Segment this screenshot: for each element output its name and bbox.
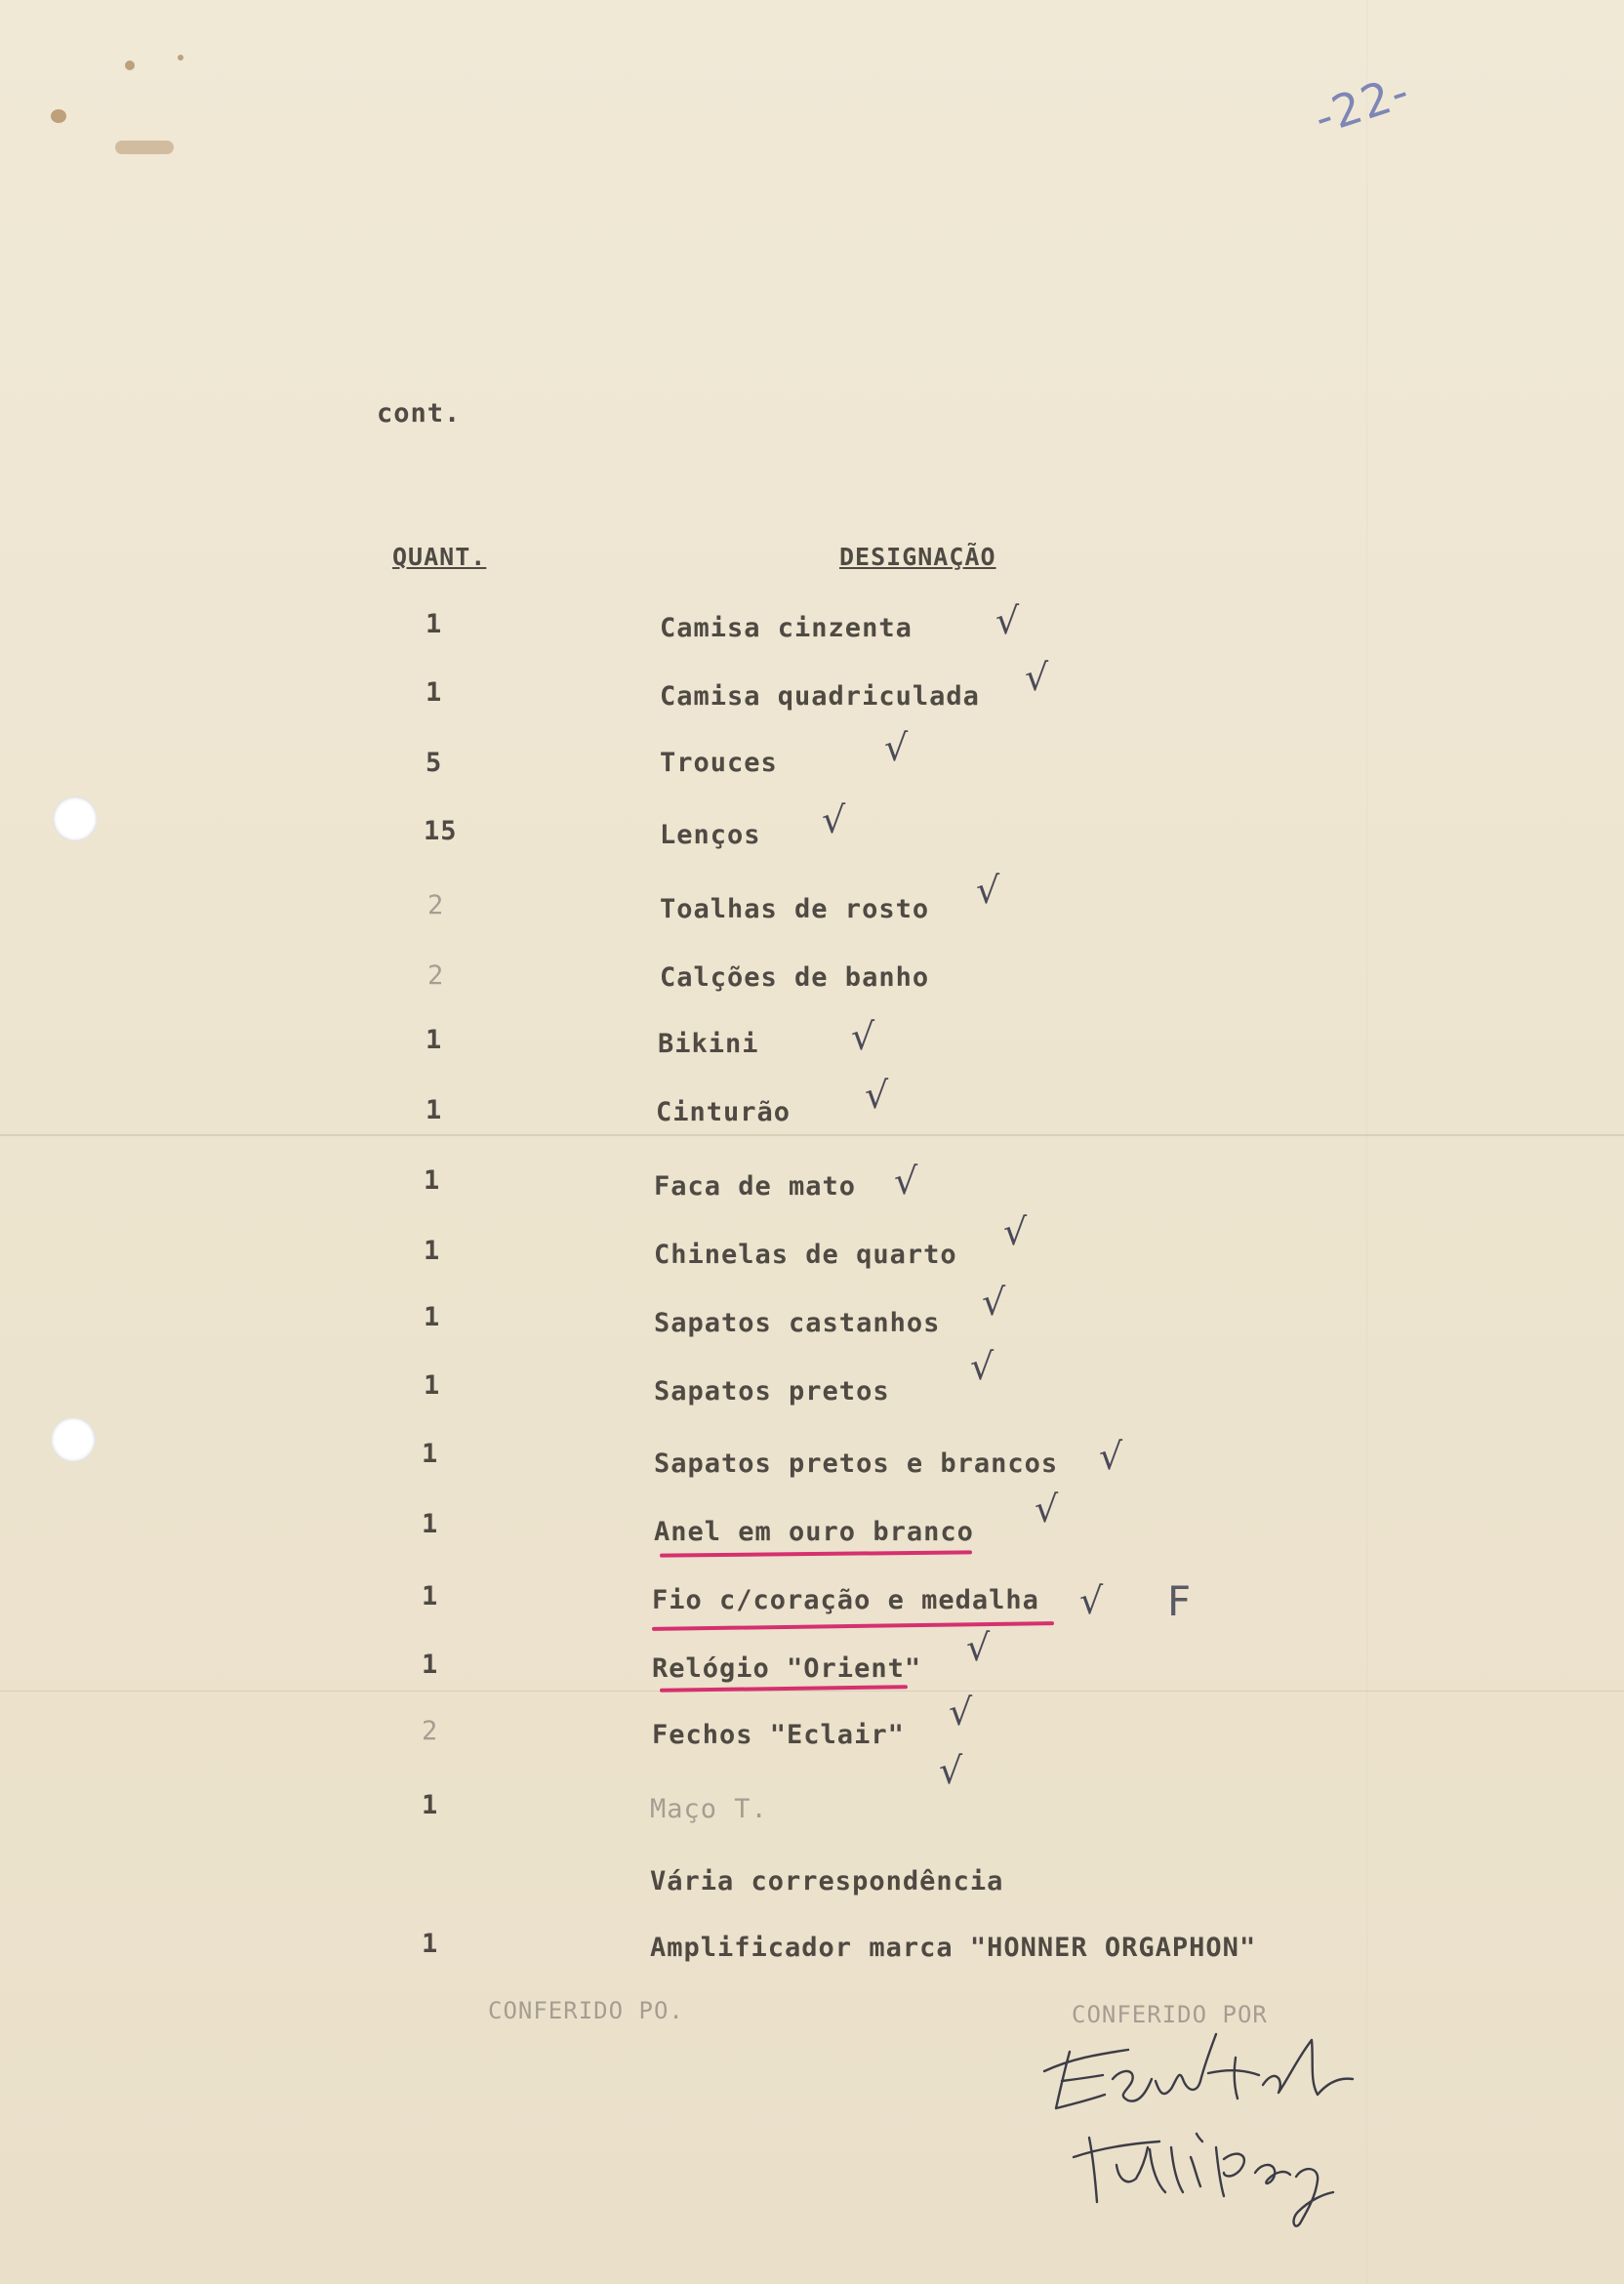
item-quantity: 1	[426, 1025, 443, 1055]
check-mark: √	[966, 1626, 991, 1669]
item-description: Relógio "Orient"	[652, 1653, 922, 1684]
item-quantity: 1	[424, 1236, 441, 1266]
item-description: Fio c/coração e medalha	[652, 1585, 1039, 1615]
check-mark: √	[851, 1015, 875, 1058]
check-mark: √	[1025, 656, 1049, 699]
item-description: Amplificador marca "HONNER ORGAPHON"	[650, 1933, 1257, 1963]
check-mark: √	[822, 798, 846, 841]
punch-hole	[51, 1417, 96, 1462]
check-mark: √	[1035, 1488, 1059, 1530]
item-description: Camisa quadriculada	[660, 681, 980, 712]
item-quantity: 1	[422, 1439, 439, 1469]
item-description: Lenços	[660, 820, 761, 850]
item-quantity: 1	[426, 677, 443, 708]
item-quantity: 1	[424, 1302, 441, 1332]
item-description: Maço T.	[650, 1794, 768, 1824]
item-quantity: 2	[427, 890, 445, 920]
item-description: Sapatos pretos e brancos	[654, 1448, 1059, 1479]
designation-header: DESIGNAÇÃO	[839, 543, 996, 571]
item-quantity: 1	[422, 1581, 439, 1611]
item-description: Sapatos pretos	[654, 1376, 890, 1407]
footer-checked-by-right: CONFERIDO POR	[1072, 2001, 1268, 2028]
check-mark: √	[1003, 1210, 1028, 1253]
item-description: Faca de mato	[654, 1171, 857, 1202]
item-quantity: 1	[426, 609, 443, 639]
item-description: Bikini	[658, 1029, 759, 1059]
item-description: Vária correspondência	[650, 1866, 1004, 1897]
continuation-label: cont.	[377, 398, 462, 428]
item-quantity: 15	[424, 816, 458, 846]
check-mark: √	[939, 1749, 963, 1792]
item-quantity: 1	[422, 1650, 439, 1680]
fold-line	[0, 1691, 1624, 1692]
item-quantity: 1	[426, 1095, 443, 1125]
check-mark: √	[865, 1074, 889, 1117]
highlight-underline	[652, 1621, 1054, 1631]
item-quantity: 1	[422, 1790, 439, 1820]
item-description: Sapatos castanhos	[654, 1308, 941, 1338]
item-description: Camisa cinzenta	[660, 613, 913, 643]
check-mark: √	[982, 1281, 1006, 1324]
page-number: -22-	[1308, 63, 1417, 145]
item-description: Chinelas de quarto	[654, 1240, 957, 1270]
rust-stain	[178, 55, 183, 61]
item-description: Cinturão	[656, 1097, 792, 1127]
footer-checked-by-left: CONFERIDO PO.	[488, 1997, 684, 2024]
handwritten-f-note: F	[1167, 1577, 1192, 1625]
item-quantity: 2	[422, 1716, 439, 1746]
signature	[1035, 2011, 1425, 2235]
item-quantity: 1	[422, 1929, 439, 1959]
quantity-header: QUANT.	[392, 543, 487, 571]
check-mark: √	[1079, 1579, 1104, 1622]
item-description: Anel em ouro branco	[654, 1517, 974, 1547]
fold-line	[0, 1134, 1624, 1136]
check-mark: √	[970, 1345, 995, 1388]
fold-line	[1366, 0, 1367, 2284]
item-quantity: 2	[427, 960, 445, 991]
highlight-underline	[660, 1550, 972, 1557]
rust-stain	[115, 141, 174, 154]
item-quantity: 1	[422, 1509, 439, 1539]
item-quantity: 1	[424, 1370, 441, 1401]
item-description: Trouces	[660, 748, 778, 778]
item-description: Fechos "Eclair"	[652, 1720, 905, 1750]
item-quantity: 5	[426, 748, 443, 778]
check-mark: √	[976, 869, 1000, 912]
check-mark: √	[884, 726, 909, 769]
rust-stain	[125, 61, 135, 70]
check-mark: √	[1099, 1435, 1123, 1478]
item-quantity: 1	[424, 1165, 441, 1196]
item-description: Calções de banho	[660, 962, 930, 993]
rust-stain	[51, 109, 66, 123]
check-mark: √	[995, 599, 1020, 642]
item-description: Toalhas de rosto	[660, 894, 930, 924]
check-mark: √	[894, 1160, 918, 1203]
punch-hole	[53, 796, 98, 841]
check-mark: √	[949, 1691, 973, 1733]
